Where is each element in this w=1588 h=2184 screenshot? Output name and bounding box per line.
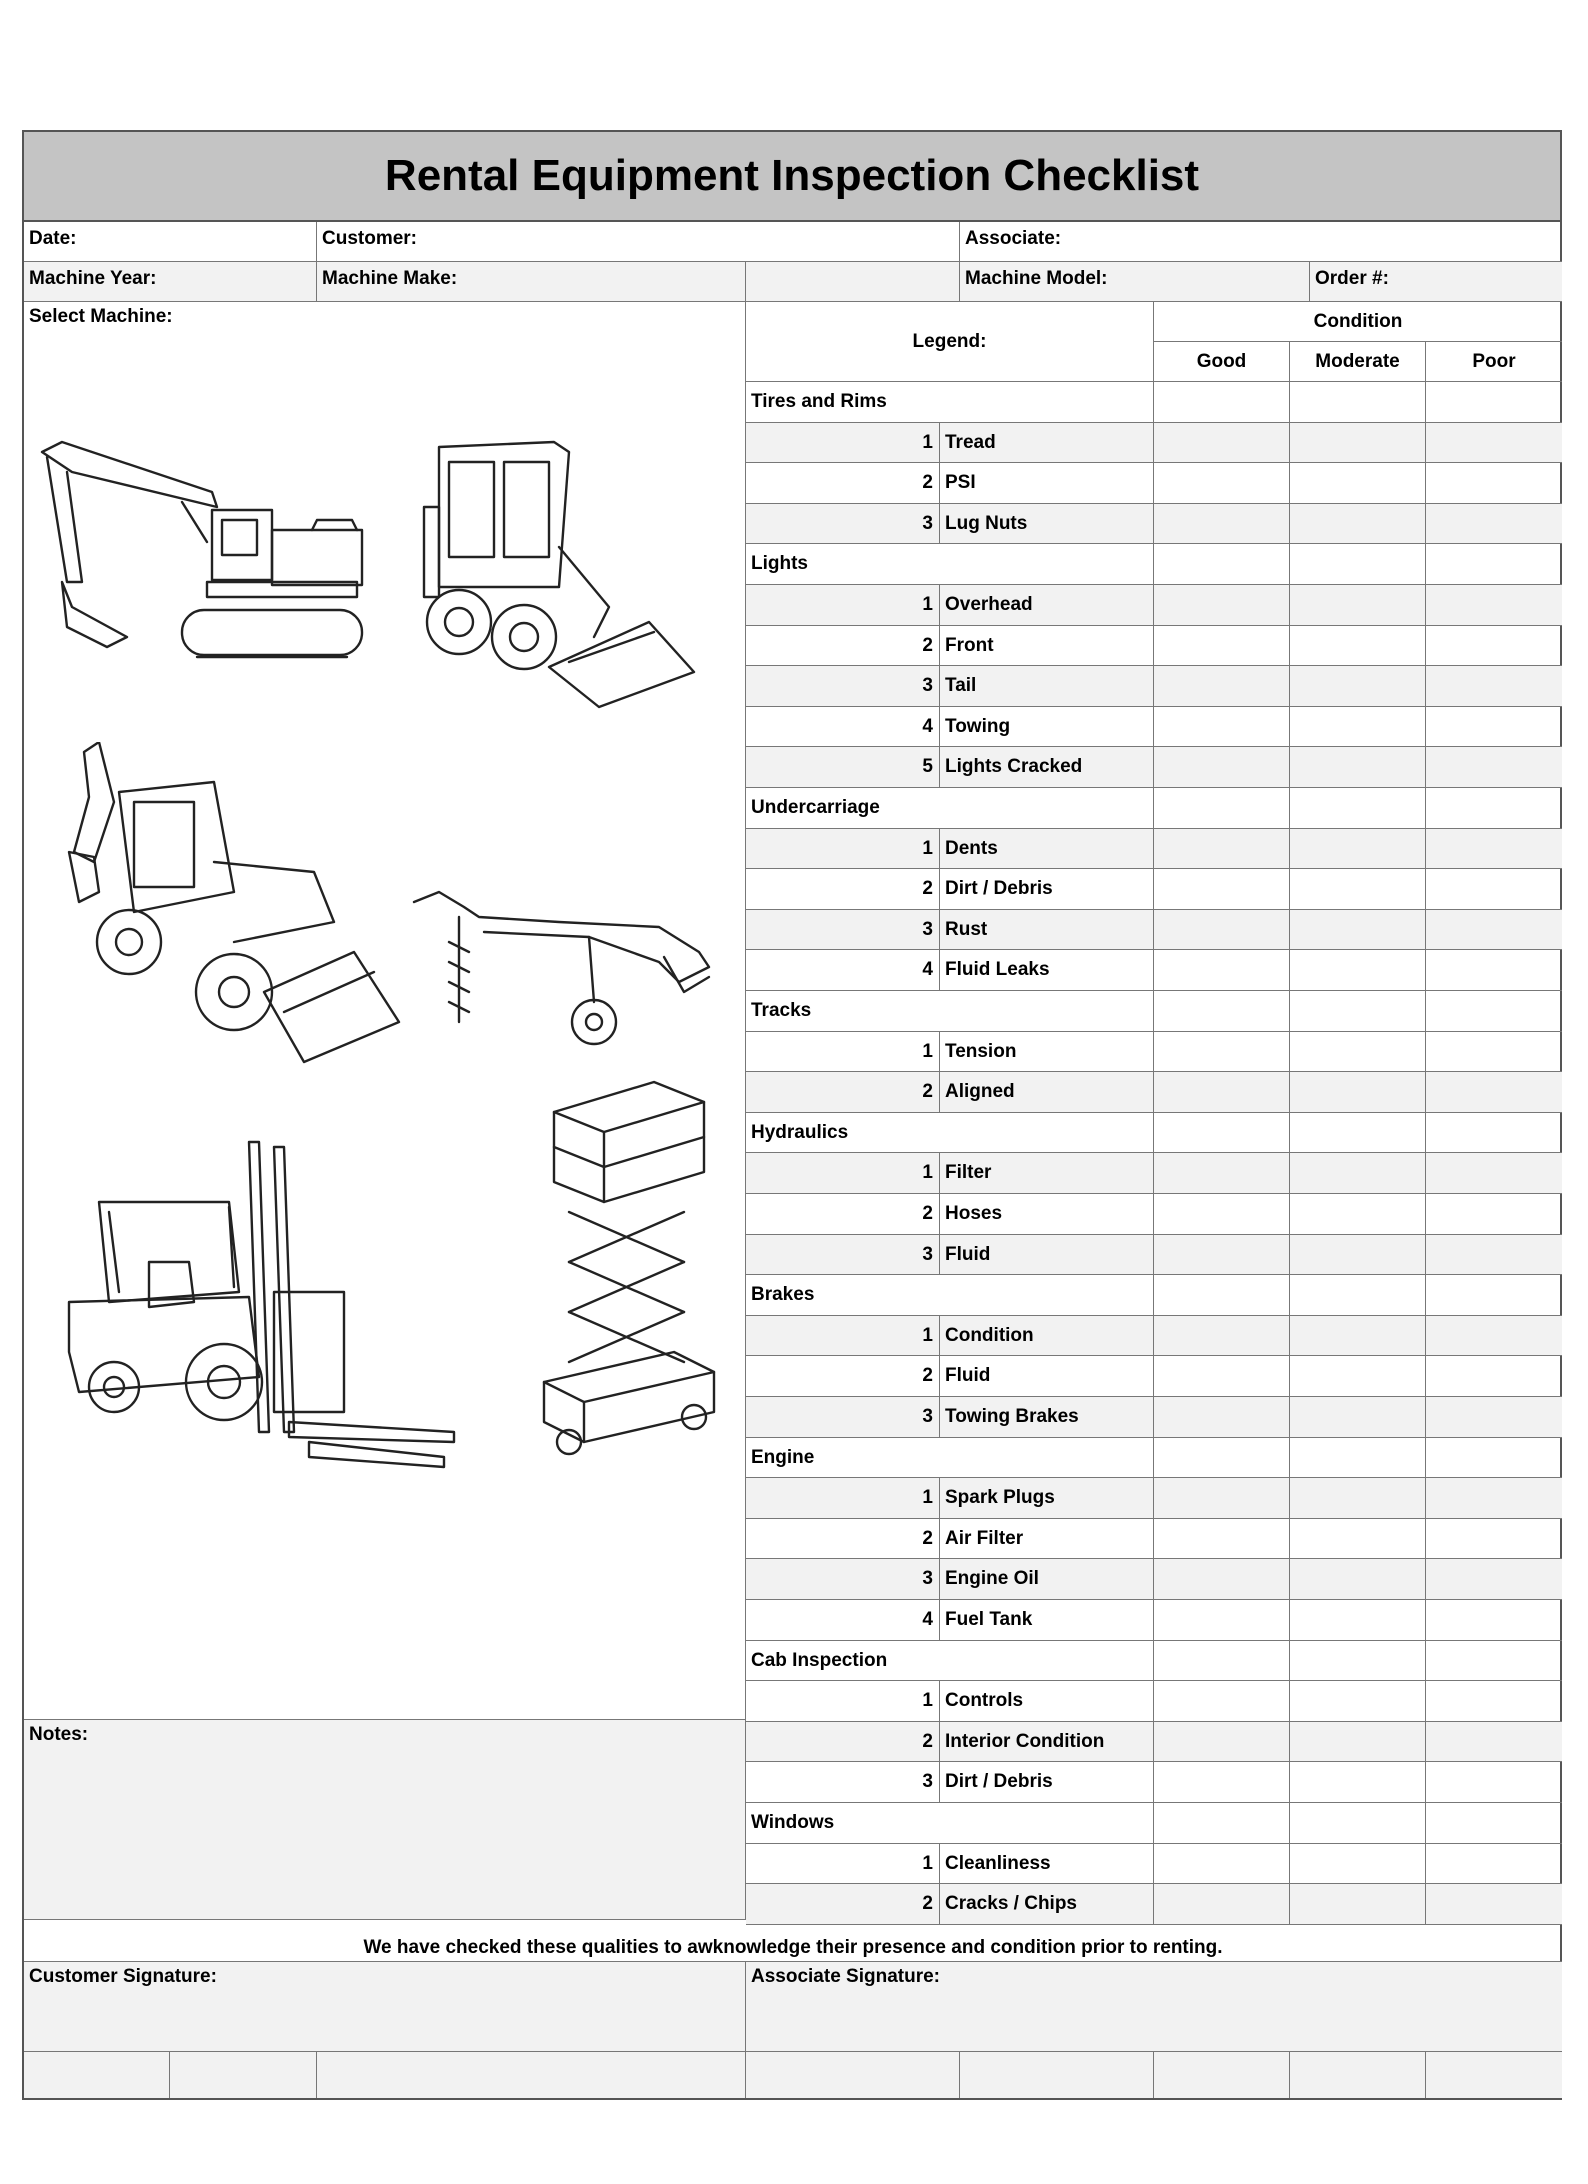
item-number: 1: [746, 1681, 940, 1722]
item-number: 3: [746, 910, 940, 951]
checklist-item-row: [746, 869, 1562, 910]
moderate-cell[interactable]: [1290, 991, 1426, 1032]
blank-cell: [170, 2052, 317, 2098]
item-number: 1: [746, 1478, 940, 1519]
good-cell[interactable]: [1154, 1559, 1290, 1600]
blank-cell: [24, 2052, 170, 2098]
checklist-item-row: [746, 423, 1562, 464]
condition-header: [1154, 302, 1562, 342]
order-number-field[interactable]: [1310, 262, 1562, 302]
item-number: 1: [746, 1032, 940, 1073]
poor-cell[interactable]: [1426, 1397, 1562, 1438]
machine-year-label: Machine Year:: [29, 268, 157, 289]
item-name: PSI: [940, 463, 1154, 504]
checklist-item-row: [746, 950, 1562, 991]
associate-field[interactable]: [960, 222, 1562, 262]
good-cell[interactable]: [1154, 788, 1290, 829]
poor-cell[interactable]: [1426, 1884, 1562, 1925]
section-name: Tires and Rims: [746, 382, 1154, 423]
good-cell[interactable]: [1154, 1316, 1290, 1357]
blank-cell: [1290, 2052, 1426, 2098]
item-number: 4: [746, 707, 940, 748]
good-cell[interactable]: [1154, 1032, 1290, 1073]
item-number: 3: [746, 1397, 940, 1438]
item-number: 2: [746, 463, 940, 504]
poor-cell[interactable]: [1426, 1316, 1562, 1357]
item-name: Filter: [940, 1153, 1154, 1194]
poor-label: Poor: [1472, 350, 1516, 372]
item-number: 1: [746, 1316, 940, 1357]
item-number: 3: [746, 1762, 940, 1803]
moderate-cell[interactable]: [1290, 1722, 1426, 1763]
moderate-cell[interactable]: [1290, 1235, 1426, 1276]
checklist-item-row: [746, 1356, 1562, 1397]
item-number: 1: [746, 829, 940, 870]
poor-cell[interactable]: [1426, 950, 1562, 991]
item-number: 1: [746, 585, 940, 626]
machine-model-field[interactable]: [960, 262, 1310, 302]
item-name: Towing Brakes: [940, 1397, 1154, 1438]
moderate-cell[interactable]: [1290, 1519, 1426, 1560]
good-cell[interactable]: [1154, 1519, 1290, 1560]
section-name: Undercarriage: [746, 788, 1154, 829]
item-name: Hoses: [940, 1194, 1154, 1235]
checklist-item-row: [746, 1762, 1562, 1803]
good-cell[interactable]: [1154, 1884, 1290, 1925]
poor-cell[interactable]: [1426, 666, 1562, 707]
good-cell[interactable]: [1154, 504, 1290, 545]
good-cell[interactable]: [1154, 382, 1290, 423]
item-number: 2: [746, 626, 940, 667]
item-name: Dents: [940, 829, 1154, 870]
good-cell[interactable]: [1154, 1235, 1290, 1276]
poor-cell[interactable]: [1426, 1844, 1562, 1885]
poor-cell[interactable]: [1426, 1600, 1562, 1641]
section-row: [746, 991, 1562, 1032]
checklist-item-row: [746, 829, 1562, 870]
blank-cell: [960, 2052, 1154, 2098]
checklist-item-row: [746, 666, 1562, 707]
customer-label: Customer:: [322, 228, 418, 249]
moderate-cell[interactable]: [1290, 1194, 1426, 1235]
good-cell[interactable]: [1154, 1113, 1290, 1154]
item-name: Tail: [940, 666, 1154, 707]
moderate-cell[interactable]: [1290, 1803, 1426, 1844]
section-name: Hydraulics: [746, 1113, 1154, 1154]
moderate-cell[interactable]: [1290, 1478, 1426, 1519]
checklist-item-row: [746, 504, 1562, 545]
moderate-cell[interactable]: [1290, 504, 1426, 545]
moderate-cell[interactable]: [1290, 1762, 1426, 1803]
moderate-cell[interactable]: [1290, 423, 1426, 464]
checklist-item-row: [746, 910, 1562, 951]
item-name: Tension: [940, 1032, 1154, 1073]
date-label: Date:: [29, 228, 77, 249]
item-name: Interior Condition: [940, 1722, 1154, 1763]
moderate-cell[interactable]: [1290, 1316, 1426, 1357]
section-row: [746, 544, 1562, 585]
checklist-item-row: [746, 1153, 1562, 1194]
section-name: Lights: [746, 544, 1154, 585]
page-title: Rental Equipment Inspection Checklist: [24, 132, 1560, 222]
poor-cell[interactable]: [1426, 626, 1562, 667]
checklist-item-row: [746, 1316, 1562, 1357]
checklist-item-row: [746, 626, 1562, 667]
poor-cell[interactable]: [1426, 1803, 1562, 1844]
good-cell[interactable]: [1154, 1275, 1290, 1316]
poor-cell[interactable]: [1426, 1032, 1562, 1073]
customer-signature-field[interactable]: [24, 1962, 746, 2052]
poor-cell[interactable]: [1426, 1722, 1562, 1763]
item-number: 3: [746, 1235, 940, 1276]
item-name: Front: [940, 626, 1154, 667]
section-row: [746, 1113, 1562, 1154]
good-cell[interactable]: [1154, 1478, 1290, 1519]
item-number: 2: [746, 1519, 940, 1560]
item-number: 5: [746, 747, 940, 788]
item-name: Fluid Leaks: [940, 950, 1154, 991]
poor-cell[interactable]: [1426, 1641, 1562, 1682]
moderate-cell[interactable]: [1290, 1884, 1426, 1925]
poor-cell[interactable]: [1426, 1438, 1562, 1479]
poor-cell[interactable]: [1426, 1275, 1562, 1316]
poor-cell[interactable]: [1426, 1153, 1562, 1194]
checklist-item-row: [746, 1722, 1562, 1763]
scissor-lift-icon[interactable]: [524, 1062, 724, 1462]
moderate-cell[interactable]: [1290, 1600, 1426, 1641]
associate-signature-field[interactable]: [746, 1962, 1562, 2052]
acknowledgement-statement: [24, 1920, 1562, 1962]
moderate-cell[interactable]: [1290, 1356, 1426, 1397]
good-cell[interactable]: [1154, 1153, 1290, 1194]
item-name: Dirt / Debris: [940, 869, 1154, 910]
moderate-cell[interactable]: [1290, 626, 1426, 667]
machine-make-field[interactable]: [317, 262, 746, 302]
item-name: Spark Plugs: [940, 1478, 1154, 1519]
item-number: 1: [746, 1844, 940, 1885]
item-name: Fuel Tank: [940, 1600, 1154, 1641]
good-cell[interactable]: [1154, 423, 1290, 464]
checklist-item-row: [746, 707, 1562, 748]
moderate-cell[interactable]: [1290, 544, 1426, 585]
section-row: [746, 788, 1562, 829]
item-name: Lights Cracked: [940, 747, 1154, 788]
backhoe-icon[interactable]: [54, 742, 414, 1082]
moderate-cell[interactable]: [1290, 1113, 1426, 1154]
poor-cell[interactable]: [1426, 910, 1562, 951]
machine-model-label: Machine Model:: [965, 268, 1108, 289]
good-cell[interactable]: [1154, 1803, 1290, 1844]
moderate-cell[interactable]: [1290, 1072, 1426, 1113]
good-cell[interactable]: [1154, 1600, 1290, 1641]
customer-signature-label: Customer Signature:: [29, 1966, 217, 1987]
select-machine-label: Select Machine:: [29, 306, 173, 327]
item-name: Lug Nuts: [940, 504, 1154, 545]
checklist-item-row: [746, 1559, 1562, 1600]
item-name: Towing: [940, 707, 1154, 748]
moderate-cell[interactable]: [1290, 1681, 1426, 1722]
checklist-item-row: [746, 1519, 1562, 1560]
item-name: Engine Oil: [940, 1559, 1154, 1600]
moderate-cell[interactable]: [1290, 1032, 1426, 1073]
item-number: 3: [746, 1559, 940, 1600]
section-name: Windows: [746, 1803, 1154, 1844]
poor-cell[interactable]: [1426, 1762, 1562, 1803]
item-name: Fluid: [940, 1235, 1154, 1276]
item-name: Rust: [940, 910, 1154, 951]
inspection-sheet: [22, 130, 1562, 2100]
item-name: Fluid: [940, 1356, 1154, 1397]
good-cell[interactable]: [1154, 829, 1290, 870]
section-name: Cab Inspection: [746, 1641, 1154, 1682]
good-cell[interactable]: [1154, 1438, 1290, 1479]
poor-cell[interactable]: [1426, 423, 1562, 464]
legend-label: Legend:: [912, 330, 987, 352]
checklist-item-row: [746, 1194, 1562, 1235]
section-name: Engine: [746, 1438, 1154, 1479]
moderate-cell[interactable]: [1290, 869, 1426, 910]
checklist-item-row: [746, 1478, 1562, 1519]
poor-cell[interactable]: [1426, 1194, 1562, 1235]
moderate-cell[interactable]: [1290, 1153, 1426, 1194]
good-cell[interactable]: [1154, 1641, 1290, 1682]
skid-steer-icon[interactable]: [409, 437, 709, 727]
good-cell[interactable]: [1154, 1722, 1290, 1763]
checklist-item-row: [746, 1235, 1562, 1276]
item-name: Air Filter: [940, 1519, 1154, 1560]
moderate-cell[interactable]: [1290, 1559, 1426, 1600]
moderate-cell[interactable]: [1290, 1641, 1426, 1682]
good-header: [1154, 342, 1290, 382]
notes-field[interactable]: [24, 1720, 746, 1920]
item-name: Overhead: [940, 585, 1154, 626]
item-name: Cracks / Chips: [940, 1884, 1154, 1925]
moderate-label: Moderate: [1315, 350, 1400, 372]
machine-year-field[interactable]: [24, 262, 317, 302]
section-row: [746, 1275, 1562, 1316]
date-field[interactable]: [24, 222, 317, 262]
checklist-item-row: [746, 1397, 1562, 1438]
good-cell[interactable]: [1154, 1844, 1290, 1885]
good-cell[interactable]: [1154, 544, 1290, 585]
checklist-item-row: [746, 585, 1562, 626]
moderate-header: [1290, 342, 1426, 382]
checklist-item-row: [746, 1844, 1562, 1885]
associate-label: Associate:: [965, 228, 1062, 249]
item-number: 3: [746, 504, 940, 545]
moderate-cell[interactable]: [1290, 829, 1426, 870]
moderate-cell[interactable]: [1290, 950, 1426, 991]
item-number: 2: [746, 1356, 940, 1397]
moderate-cell[interactable]: [1290, 585, 1426, 626]
item-number: 2: [746, 1194, 940, 1235]
item-number: 2: [746, 1884, 940, 1925]
good-cell[interactable]: [1154, 1762, 1290, 1803]
moderate-cell[interactable]: [1290, 1397, 1426, 1438]
moderate-cell[interactable]: [1290, 1844, 1426, 1885]
section-row: [746, 1641, 1562, 1682]
machine-make-label: Machine Make:: [322, 268, 458, 289]
item-number: 1: [746, 1153, 940, 1194]
poor-cell[interactable]: [1426, 829, 1562, 870]
good-cell[interactable]: [1154, 991, 1290, 1032]
poor-cell[interactable]: [1426, 1113, 1562, 1154]
forklift-icon[interactable]: [59, 1132, 479, 1472]
poor-cell[interactable]: [1426, 1235, 1562, 1276]
item-number: 2: [746, 1722, 940, 1763]
order-label: Order #:: [1315, 268, 1389, 289]
good-cell[interactable]: [1154, 666, 1290, 707]
section-name: Tracks: [746, 991, 1154, 1032]
good-cell[interactable]: [1154, 1681, 1290, 1722]
poor-cell[interactable]: [1426, 707, 1562, 748]
item-number: 4: [746, 1600, 940, 1641]
good-cell[interactable]: [1154, 747, 1290, 788]
section-row: [746, 382, 1562, 423]
checklist-item-row: [746, 1884, 1562, 1925]
item-name: Cleanliness: [940, 1844, 1154, 1885]
condition-label: Condition: [1313, 310, 1403, 332]
item-name: Aligned: [940, 1072, 1154, 1113]
item-name: Dirt / Debris: [940, 1762, 1154, 1803]
moderate-cell[interactable]: [1290, 910, 1426, 951]
good-cell[interactable]: [1154, 1356, 1290, 1397]
good-cell[interactable]: [1154, 463, 1290, 504]
good-cell[interactable]: [1154, 910, 1290, 951]
blank-cell: [1154, 2052, 1290, 2098]
statement-text: We have checked these qualities to awknowledge their presence and condition prior to renting.: [363, 1937, 1223, 1958]
section-row: [746, 1803, 1562, 1844]
poor-cell[interactable]: [1426, 504, 1562, 545]
item-number: 2: [746, 869, 940, 910]
good-cell[interactable]: [1154, 869, 1290, 910]
checklist-item-row: [746, 747, 1562, 788]
poor-cell[interactable]: [1426, 747, 1562, 788]
section-name: Brakes: [746, 1275, 1154, 1316]
blank-cell: [746, 2052, 960, 2098]
item-number: 4: [746, 950, 940, 991]
moderate-cell[interactable]: [1290, 1438, 1426, 1479]
poor-cell[interactable]: [1426, 1072, 1562, 1113]
good-cell[interactable]: [1154, 1397, 1290, 1438]
poor-cell[interactable]: [1426, 1478, 1562, 1519]
good-cell[interactable]: [1154, 1072, 1290, 1113]
poor-cell[interactable]: [1426, 1559, 1562, 1600]
checklist-item-row: [746, 1032, 1562, 1073]
moderate-cell[interactable]: [1290, 1275, 1426, 1316]
blank-cell: [1426, 2052, 1562, 2098]
moderate-cell[interactable]: [1290, 382, 1426, 423]
moderate-cell[interactable]: [1290, 747, 1426, 788]
poor-cell[interactable]: [1426, 1356, 1562, 1397]
item-number: 1: [746, 423, 940, 464]
item-name: Tread: [940, 423, 1154, 464]
section-row: [746, 1438, 1562, 1479]
checklist-item-row: [746, 1072, 1562, 1113]
item-name: Controls: [940, 1681, 1154, 1722]
moderate-cell[interactable]: [1290, 707, 1426, 748]
good-cell[interactable]: [1154, 707, 1290, 748]
auger-icon[interactable]: [409, 882, 729, 1072]
good-cell[interactable]: [1154, 950, 1290, 991]
select-machine-panel: [24, 302, 746, 1720]
poor-cell[interactable]: [1426, 585, 1562, 626]
moderate-cell[interactable]: [1290, 666, 1426, 707]
checklist-item-row: [746, 463, 1562, 504]
good-label: Good: [1196, 350, 1247, 372]
poor-cell[interactable]: [1426, 991, 1562, 1032]
poor-cell[interactable]: [1426, 869, 1562, 910]
legend-header: [746, 302, 1154, 382]
poor-header: [1426, 342, 1562, 382]
poor-cell[interactable]: [1426, 544, 1562, 585]
blank-cell: [317, 2052, 746, 2098]
item-name: Condition: [940, 1316, 1154, 1357]
checklist-item-row: [746, 1681, 1562, 1722]
poor-cell[interactable]: [1426, 382, 1562, 423]
poor-cell[interactable]: [1426, 463, 1562, 504]
good-cell[interactable]: [1154, 585, 1290, 626]
good-cell[interactable]: [1154, 626, 1290, 667]
notes-label: Notes:: [29, 1724, 89, 1745]
poor-cell[interactable]: [1426, 1681, 1562, 1722]
excavator-icon[interactable]: [32, 432, 372, 682]
item-number: 2: [746, 1072, 940, 1113]
poor-cell[interactable]: [1426, 1519, 1562, 1560]
good-cell[interactable]: [1154, 1194, 1290, 1235]
moderate-cell[interactable]: [1290, 788, 1426, 829]
customer-field[interactable]: [317, 222, 960, 262]
blank-cell: [746, 262, 960, 302]
moderate-cell[interactable]: [1290, 463, 1426, 504]
poor-cell[interactable]: [1426, 788, 1562, 829]
item-number: 3: [746, 666, 940, 707]
checklist-item-row: [746, 1600, 1562, 1641]
associate-signature-label: Associate Signature:: [751, 1966, 940, 1987]
